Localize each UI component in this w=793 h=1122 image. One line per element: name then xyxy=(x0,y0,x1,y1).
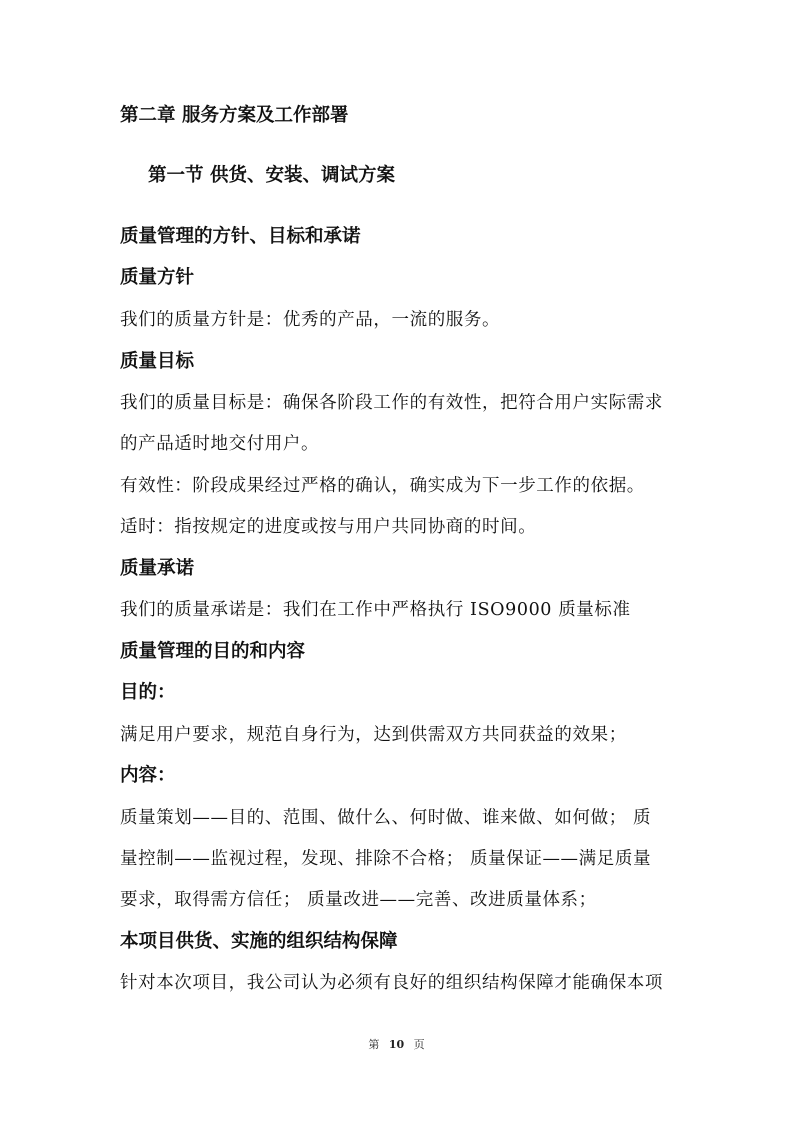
heading-quality-purpose-content: 质量管理的目的和内容 xyxy=(120,641,306,662)
paragraph-content-line-2: 量控制——监视过程，发现、排除不合格； 质量保证——满足质量 xyxy=(120,849,652,869)
heading-purpose: 目的： xyxy=(120,682,176,703)
paragraph-purpose: 满足用户要求，规范自身行为，达到供需双方共同获益的效果； xyxy=(120,725,627,745)
paragraph-goal-line-1: 我们的质量目标是：确保各阶段工作的有效性，把符合用户实际需求 xyxy=(120,393,663,413)
footer-prefix: 第 xyxy=(368,1038,380,1051)
heading-content: 内容： xyxy=(120,765,176,786)
heading-quality-commitment: 质量承诺 xyxy=(120,558,195,579)
heading-quality-policy-goals: 质量管理的方针、目标和承诺 xyxy=(120,226,361,247)
paragraph-timely: 适时：指按规定的进度或按与用户共同协商的时间。 xyxy=(120,517,537,537)
chapter-title: 第二章 服务方案及工作部署 xyxy=(120,105,349,126)
paragraph-policy: 我们的质量方针是：优秀的产品，一流的服务。 xyxy=(120,310,501,330)
footer-suffix: 页 xyxy=(413,1038,425,1051)
heading-quality-policy: 质量方针 xyxy=(120,267,195,288)
paragraph-effectiveness: 有效性：阶段成果经过严格的确认，确实成为下一步工作的依据。 xyxy=(120,476,645,496)
heading-quality-goal: 质量目标 xyxy=(120,351,195,372)
paragraph-org-line-1: 针对本次项目，我公司认为必须有良好的组织结构保障才能确保本项 xyxy=(120,973,663,993)
paragraph-commitment: 我们的质量承诺是：我们在工作中严格执行 ISO9000 质量标准 xyxy=(120,600,631,620)
paragraph-content-line-1: 质量策划——目的、范围、做什么、何时做、谁来做、如何做； 质 xyxy=(120,808,652,828)
paragraph-content-line-3: 要求，取得需方信任； 质量改进——完善、改进质量体系； xyxy=(120,890,597,910)
section-title: 第一节 供货、安装、调试方案 xyxy=(148,165,395,186)
page-number: 10 xyxy=(388,1038,405,1051)
page-footer xyxy=(0,1036,793,1052)
paragraph-goal-line-2: 的产品适时地交付用户。 xyxy=(120,434,320,454)
heading-org-structure: 本项目供货、实施的组织结构保障 xyxy=(120,931,398,952)
